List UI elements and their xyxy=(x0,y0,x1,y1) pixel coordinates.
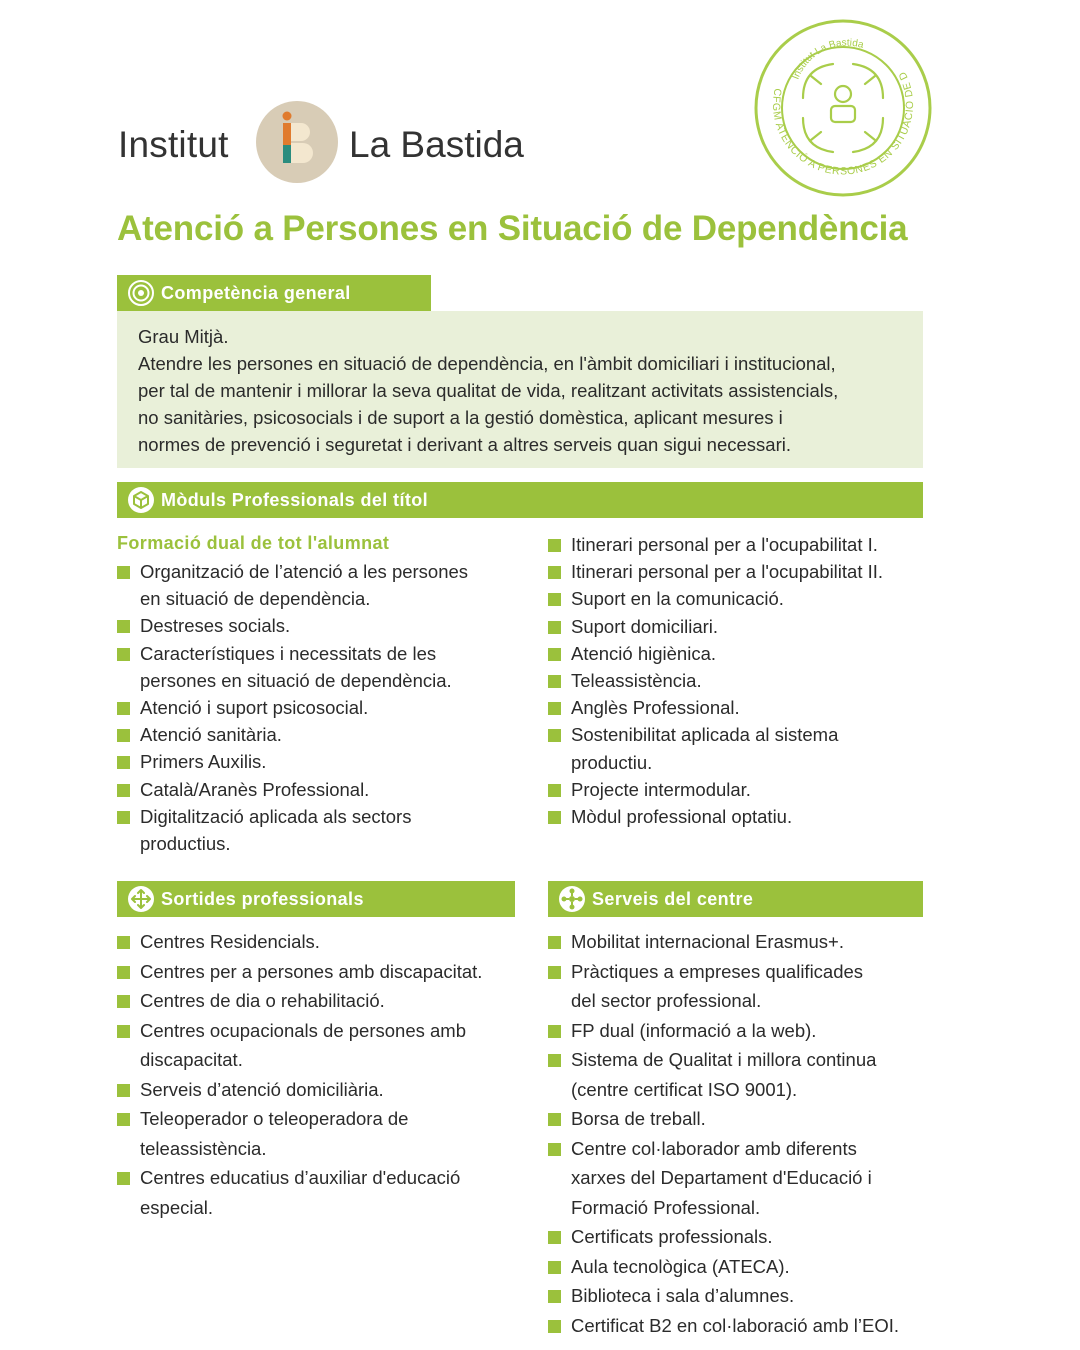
section-header-serveis xyxy=(548,881,923,917)
list-item xyxy=(117,1016,527,1075)
list-item xyxy=(117,1104,527,1163)
list-item xyxy=(548,803,928,830)
list-item xyxy=(117,803,527,857)
list-item-line: Característiques i necessitats de les xyxy=(140,642,437,664)
list-item xyxy=(117,1075,527,1105)
list-item xyxy=(117,957,527,987)
logo-text-bastida: La Bastida xyxy=(349,124,524,165)
moduls-list-right xyxy=(548,531,928,830)
section-title: Competència general xyxy=(161,282,351,303)
list-item xyxy=(548,1281,938,1311)
list-item xyxy=(548,640,928,667)
section-header-sortides xyxy=(117,881,515,917)
list-item-line: productiu. xyxy=(571,751,653,773)
list-item xyxy=(548,1252,938,1282)
competencia-line: normes de prevenció i seguretat i derivant a altres serveis quan sigui necessari. xyxy=(138,434,791,455)
competencia-line: Grau Mitjà. xyxy=(138,326,229,347)
list-item xyxy=(548,957,938,1016)
list-item-line: Mobilitat internacional Erasmus+. xyxy=(571,931,845,952)
stamp-top-text: Institut La Bastida xyxy=(790,37,865,82)
list-item xyxy=(117,748,527,775)
section-title: Mòduls Professionals del títol xyxy=(161,489,429,510)
moduls-subtitle: Formació dual de tot l'alumnat xyxy=(117,533,390,553)
list-item xyxy=(548,776,928,803)
list-item-line: del sector professional. xyxy=(571,990,762,1011)
list-item-line: Centres ocupacionals de persones amb xyxy=(140,1019,466,1041)
list-item xyxy=(548,531,928,558)
list-item-line: Centres Residencials. xyxy=(140,931,320,952)
list-item-line: Aula tecnològica (ATECA). xyxy=(571,1255,790,1277)
list-item xyxy=(548,1134,938,1223)
list-item-line: Mòdul professional optatiu. xyxy=(571,806,793,828)
list-item-line: discapacitat. xyxy=(140,1049,243,1070)
list-item xyxy=(117,640,527,694)
list-item-line: Centre col·laborador amb diferents xyxy=(571,1137,857,1159)
list-item-line: Organització de l’atenció a les persones xyxy=(140,561,469,582)
target-icon xyxy=(127,279,155,307)
list-item xyxy=(117,776,527,803)
list-item xyxy=(117,694,527,721)
list-item xyxy=(548,927,938,957)
list-item xyxy=(548,1016,938,1046)
list-item-line: FP dual (informació a la web). xyxy=(571,1019,817,1041)
list-item-line: Certificats professionals. xyxy=(571,1226,773,1247)
page-title: Atenció a Persones en Situació de Dependència xyxy=(117,209,908,248)
list-item xyxy=(117,612,527,639)
svg-text:Institut La Bastida xyxy=(791,38,866,82)
moduls-list-left xyxy=(117,558,527,857)
list-item xyxy=(548,1222,938,1252)
list-item xyxy=(548,1104,938,1134)
competencia-box xyxy=(117,311,923,468)
list-item-line: Centres per a persones amb discapacitat. xyxy=(140,960,483,982)
list-item-line: especial. xyxy=(140,1196,214,1218)
competencia-line: Atendre les persones en situació de dependència, en l'àmbit domiciliari i institucional, xyxy=(138,353,836,374)
list-item-line: Projecte intermodular. xyxy=(571,778,751,800)
list-item xyxy=(548,613,928,640)
section-title: Serveis del centre xyxy=(592,888,754,909)
list-item xyxy=(548,721,928,775)
list-item-line: productius. xyxy=(140,833,231,855)
list-item-line: Sostenibilitat aplicada al sistema xyxy=(571,724,839,746)
list-item-line: Suport domiciliari. xyxy=(571,615,719,637)
section-header-competencia xyxy=(117,275,431,311)
list-item-line: xarxes del Departament d'Educació i xyxy=(571,1167,872,1188)
list-item-line: Certificat B2 en col·laboració amb l’EOI. xyxy=(571,1314,899,1336)
list-item xyxy=(117,721,527,748)
institute-logo xyxy=(256,101,338,183)
list-item-line: en situació de dependència. xyxy=(140,588,371,610)
arrows-icon xyxy=(127,885,155,913)
list-item-line: Serveis d’atenció domiciliària. xyxy=(140,1078,384,1100)
list-item-line: (centre certificat ISO 9001). xyxy=(571,1078,798,1100)
list-item xyxy=(548,585,928,612)
list-item xyxy=(117,986,527,1016)
list-item-line: Atenció sanitària. xyxy=(140,724,282,746)
stamp-bottom-text: CFGM ATENCIÓ A PERSONES EN SITUACIÓ DE D xyxy=(769,69,917,178)
list-item-line: Itinerari personal per a l'ocupabilitat II. xyxy=(571,561,884,583)
competencia-line: per tal de mantenir i millorar la seva qualitat de vida, realitzant activitats assistencials, xyxy=(138,380,839,401)
competencia-line: no sanitàries, psicosocials i de suport a la gestió domèstica, aplicant mesures i xyxy=(138,407,783,428)
list-item-line: Atenció higiènica. xyxy=(571,642,717,664)
list-item-line: Biblioteca i sala d’alumnes. xyxy=(571,1285,795,1306)
list-item xyxy=(117,927,527,957)
list-item xyxy=(548,1311,938,1341)
sortides-list xyxy=(117,927,527,1222)
logo-text-institut: Institut xyxy=(118,124,229,165)
serveis-list xyxy=(548,927,938,1340)
cube-icon xyxy=(127,486,155,514)
list-item-line: persones en situació de dependència. xyxy=(140,669,452,691)
list-item-line: teleassistència. xyxy=(140,1137,267,1159)
list-item-line: Primers Auxilis. xyxy=(140,751,267,773)
list-item-line: Sistema de Qualitat i millora continua xyxy=(571,1049,877,1070)
list-item-line: Pràctiques a empreses qualificades xyxy=(571,960,864,982)
list-item-line: Centres de dia o rehabilitació. xyxy=(140,990,385,1011)
list-item-line: Destreses socials. xyxy=(140,615,291,637)
list-item xyxy=(548,1045,938,1104)
list-item-line: Teleassistència. xyxy=(571,670,702,692)
list-item-line: Atenció i suport psicosocial. xyxy=(140,697,369,719)
list-item-line: Itinerari personal per a l'ocupabilitat I. xyxy=(571,534,878,555)
section-title: Sortides professionals xyxy=(161,888,364,909)
list-item-line: Digitalització aplicada als sectors xyxy=(140,805,412,827)
list-item-line: Teleoperador o teleoperadora de xyxy=(140,1108,409,1129)
list-item xyxy=(117,1163,527,1222)
list-item-line: Borsa de treball. xyxy=(571,1108,706,1129)
list-item xyxy=(548,694,928,721)
list-item-line: Català/Aranès Professional. xyxy=(140,778,370,800)
list-item-line: Centres educatius d’auxiliar d'educació xyxy=(140,1167,461,1188)
section-header-moduls xyxy=(117,482,923,518)
list-item xyxy=(548,667,928,694)
list-item-line: Anglès Professional. xyxy=(571,697,740,719)
list-item xyxy=(117,558,527,612)
list-item-line: Formació Professional. xyxy=(571,1196,761,1218)
list-item xyxy=(548,558,928,585)
cfgm-stamp xyxy=(753,18,933,198)
list-item-line: Suport en la comunicació. xyxy=(571,588,784,610)
network-icon xyxy=(558,885,586,913)
